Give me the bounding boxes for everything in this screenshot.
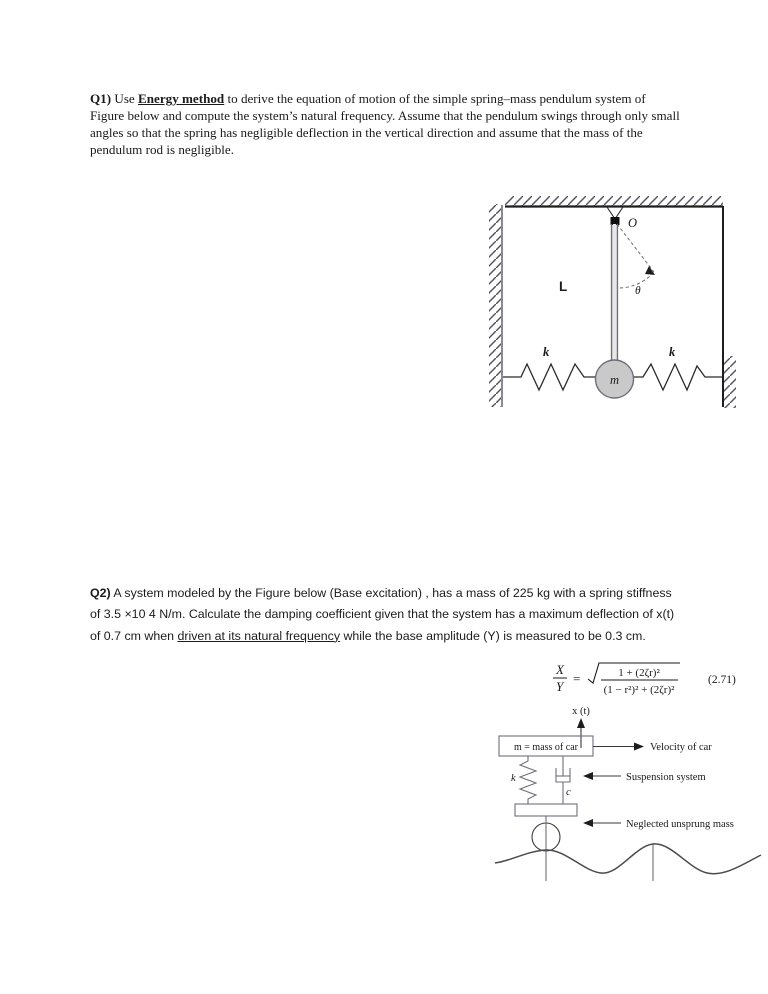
rod-length-label-L: L bbox=[559, 279, 568, 294]
mass-label-m: m bbox=[609, 373, 620, 387]
equation-radicand-denominator: (1 − r²)² + (2ζr)² bbox=[603, 684, 675, 696]
unsprung-mass-label: Neglected unsprung mass bbox=[626, 819, 734, 830]
suspension-spring bbox=[520, 756, 536, 804]
question-2-underlined-term: driven at its natural frequency bbox=[177, 628, 341, 643]
road-surface bbox=[495, 844, 761, 874]
x-of-t-arrow bbox=[577, 718, 585, 748]
pivot-point bbox=[611, 217, 620, 225]
damper-label-c: c bbox=[566, 787, 571, 798]
question-2-tag: Q2) bbox=[90, 586, 111, 600]
x-of-t-label: x (t) bbox=[572, 706, 590, 717]
mass-of-car-label: m = mass of car bbox=[514, 742, 578, 753]
right-spring bbox=[630, 364, 722, 390]
ceiling-hatching bbox=[505, 196, 723, 206]
angle-label-theta: θ bbox=[635, 285, 641, 297]
suspension-system-label: Suspension system bbox=[626, 772, 706, 783]
question-1-tag: Q1) bbox=[90, 91, 112, 106]
equation-equals-sign: = bbox=[573, 671, 581, 686]
pivot-label-O: O bbox=[628, 216, 638, 230]
velocity-of-car-label: Velocity of car bbox=[650, 742, 712, 753]
angle-indicator bbox=[617, 224, 655, 288]
suspension-system-arrow bbox=[583, 772, 621, 780]
left-spring-label-k: k bbox=[543, 345, 550, 359]
unsprung-mass-arrow bbox=[583, 819, 621, 827]
equation-radicand-numerator: 1 + (2ζr)² bbox=[618, 667, 660, 679]
question-1-text bbox=[90, 90, 680, 158]
right-wall-hatching bbox=[724, 356, 736, 408]
question-2-part-2: while the base amplitude (Y) is measured to be 0.3 cm. bbox=[340, 628, 646, 643]
equation-number: (2.71) bbox=[708, 674, 736, 686]
question-1-body: to derive the equation of motion of the simple spring–mass pendulum system of Figure below and compute the system’s natural frequency. Assume that the pendulum swings through only small angles so that the spring has negligible deflection in the vertical direction and assume that the mass of the pendulum rod is negligible. bbox=[90, 91, 680, 158]
spring-label-k: k bbox=[511, 773, 516, 784]
left-wall-hatching bbox=[489, 204, 501, 407]
question-2-text bbox=[90, 583, 675, 647]
equation-2-71 bbox=[548, 657, 748, 697]
unsprung-mass-plate bbox=[515, 804, 577, 816]
figure-spring-mass-pendulum bbox=[487, 196, 739, 412]
equation-lhs-denominator: Y bbox=[556, 679, 564, 694]
velocity-of-car-arrow bbox=[593, 743, 644, 751]
right-spring-label-k: k bbox=[669, 345, 676, 359]
equation-lhs-numerator: X bbox=[556, 662, 564, 677]
question-1-underlined-term: Energy method bbox=[138, 91, 225, 106]
question-2-part-1: A system modeled by the Figure below (Base excitation) , has a mass of 225 kg with a spring stiffness of 3.5 ×10 4 N/m. Calculate the damping coefficient given that the system has a maximum deflection of x(t) of 0.7 cm when bbox=[90, 586, 675, 643]
left-spring bbox=[503, 364, 599, 390]
figure-base-excitation bbox=[493, 703, 765, 883]
question-1-lead: Use bbox=[111, 91, 139, 106]
pendulum-rod bbox=[612, 224, 618, 372]
